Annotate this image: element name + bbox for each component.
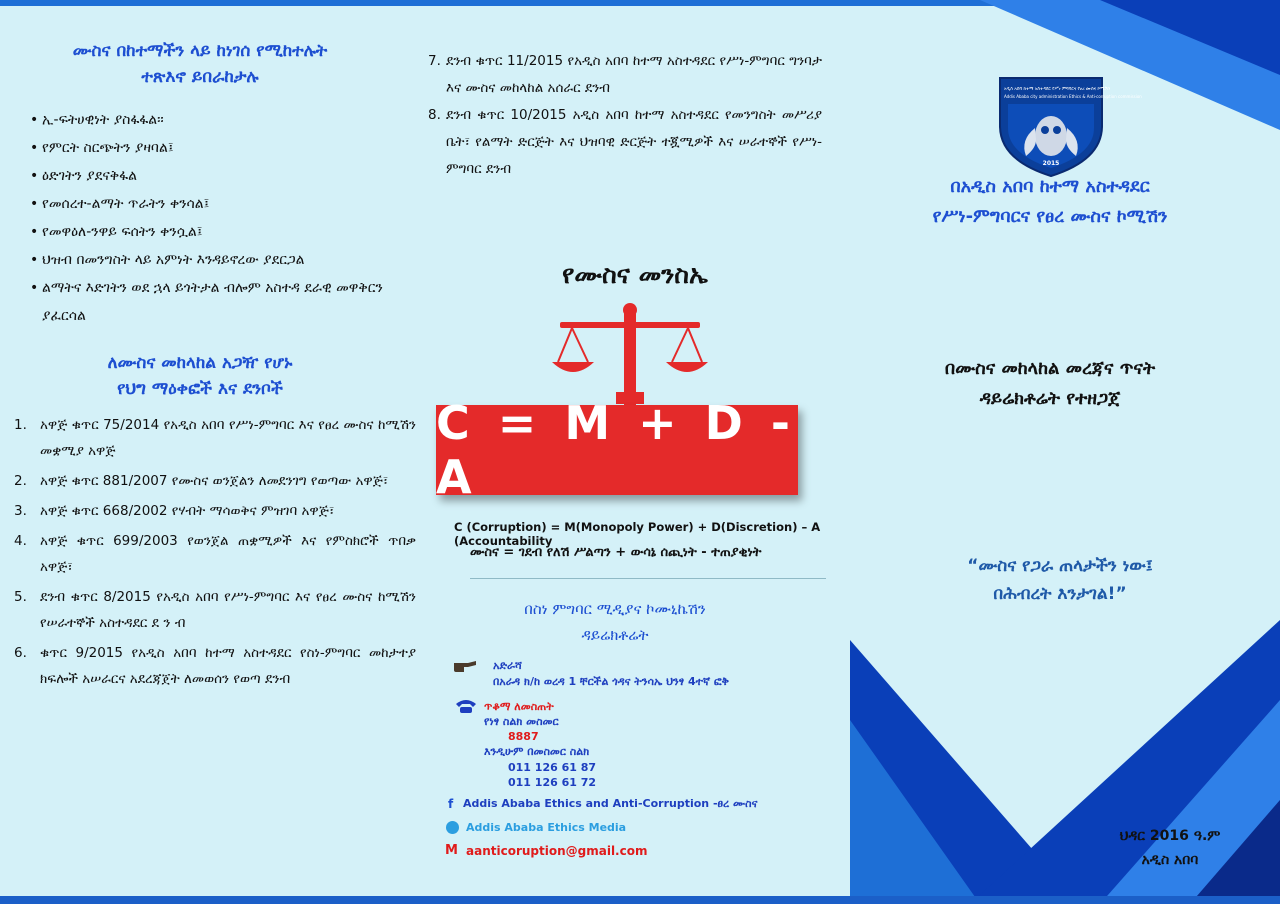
- regulations-list: [428, 48, 822, 183]
- logo-text-english: Addis Ababa city administration Ethics & Anti-corruption commission: [1004, 94, 1142, 99]
- department-name: በስነ ምግባር ሚዲያና ኮሙኒኬሽን ዳይሬክቶሬት: [524, 600, 706, 644]
- address-text: በአራዳ ክ/ከ ወረዳ 1 ቸርችል ጎዳና ትንሳኤ ህንፃ 4ተኛ ፎቅ: [493, 675, 729, 688]
- list-item: 5. ደንብ ቁጥር 8/2015 የአዲስ አበባ የሥነ-ምግባር እና የፀረ ሙስና ከሚሽን የሠራተኞች አስተዳደር ደ ን ብ: [14, 589, 416, 631]
- list-item: • ልማትና እድገትን ወደ ኋላ ይጎትታል ብሎም አስተዳ ደራዊ መዋቅርን ያፈርሳል: [30, 274, 400, 330]
- telegram-icon: [446, 821, 459, 834]
- formula-english: C (Corruption) = M(Monopoly Power) + D(Discretion) – A (Accountability: [454, 520, 821, 548]
- list-item: 6. ቁጥር 9/2015 የአዲስ አበባ ከተማ አስተዳደር የስነ-ምግባር መከታተያ ክፍሎች አሠራርና አደረጃጀት ለመወሰን የወጣ ደንብ: [14, 645, 416, 687]
- pointing-hand-icon: [452, 658, 478, 674]
- landline-label: እንዲሁም በመስመር ስልክ: [484, 745, 590, 758]
- laws-list: [14, 412, 416, 696]
- divider: [470, 578, 826, 579]
- bottom-border: [0, 896, 1280, 904]
- laws-heading: ለሙስና መከላከል አጋዥ የሆኑ የህግ ማዕቀፎች እና ደንቦች: [107, 353, 293, 399]
- list-item: • ዕድገትን ያደናቅፋል: [30, 162, 400, 190]
- hotline-number[interactable]: 8887: [508, 730, 539, 743]
- phone-number[interactable]: 011 126 61 87: [508, 761, 597, 774]
- telegram-link[interactable]: Addis Ababa Ethics Media: [466, 821, 627, 834]
- list-item: • የመዋዕለ-ንዋይ ፍሰትን ቀንሷል፤: [30, 218, 400, 246]
- effects-heading: ሙስና በከተማችን ላይ ከነገሰ የሚከተሉት ተጽእኖ ይበራከታሉ: [72, 41, 328, 87]
- formula-banner: [436, 396, 798, 504]
- logo-year: 2015: [1042, 160, 1060, 167]
- list-item: 2. አዋጅ ቁጥር 881/2007 የሙስና ወንጀልን ለመደንገግ የወጣው አዋጅ፣: [14, 473, 389, 489]
- effects-list: [30, 106, 400, 330]
- email-link[interactable]: aanticoruption@gmail.com: [466, 844, 648, 858]
- list-item: 4. አዋጅ ቁጥር 699/2003 የወንጀል ጠቋሚዎች እና የምስክሮች ጥበቃ አዋጅ፣: [14, 533, 416, 575]
- slogan-quote: “ሙስና የጋራ ጠላታችን ነው፤ በሕብረት እንታገል!”: [967, 556, 1153, 604]
- list-item: • ህዝብ በመንግስት ላይ አምነት እንዳይኖረው ያደርጋል: [30, 246, 400, 274]
- commission-logo: [996, 74, 1142, 178]
- hotline-label: የነፃ ስልክ መስመር: [484, 715, 559, 728]
- address-label: አድራሻ: [493, 659, 522, 672]
- facebook-link[interactable]: Addis Ababa Ethics and Anti-Corruption -ፀረ ሙስና: [463, 797, 758, 810]
- formula-text: C = M + D - A: [436, 396, 796, 504]
- publication-date: ህዳር 2016 ዓ.ም አዲስ አበባ: [1119, 828, 1221, 868]
- tip-label: ጥቆማ ለመስጠት: [484, 700, 554, 713]
- list-item: • የመሰረተ-ልማት ጥራትን ቀንሳል፤: [30, 190, 400, 218]
- email-icon: M: [445, 843, 458, 858]
- facebook-icon: f: [448, 797, 454, 811]
- list-item: • ኢ-ፍትሀዊነት ያስፋፋል፡፡: [30, 106, 400, 134]
- prepared-by: በሙስና መከላከል መረጃና ጥናት ዳይሬክቶሬት የተዘጋጀ: [944, 358, 1156, 409]
- formula-amharic: ሙስና = ገደብ የለሽ ሥልጣን + ውሳኔ ሰጪነት - ተጠያቂነት: [470, 545, 762, 560]
- logo-text: አዲስ አበባ ከተማ አስተዳደር የሥነ ምግባርና የፀረ ሙስና ኮሚሽን: [1004, 87, 1111, 92]
- telephone-icon: [455, 698, 477, 714]
- list-item: 8. ደንብ ቁጥር 10/2015 አዲስ አበባ ከተማ አስተዳደር የመንግስት መሥሪያ ቤት፣ የልማት ድርጅት እና ህዝባዊ ድርጅት ተጇሚዎች እና ሠራተኞች የሥነ- ምግባር ደንብ: [428, 107, 822, 177]
- phone-number[interactable]: 011 126 61 72: [508, 776, 597, 789]
- list-item: • የምርት ስርጭትን ያዛባል፤: [30, 134, 400, 162]
- list-item: 1. አዋጅ ቁጥር 75/2014 የአዲስ አበባ የሥነ-ምግባር እና የፀረ ሙስና ከሚሽን መቋሚያ አዋጅ: [14, 417, 416, 459]
- commission-title: በአዲስ አበባ ከተማ አስተዳደር የሥነ-ምግባርና የፀረ ሙስና ኮሚሽን: [932, 176, 1168, 227]
- list-item: 7. ደንብ ቁጥር 11/2015 የአዲስ አበባ ከተማ አስተዳደር የሥነ-ምግባር ግንባታ እና ሙስና መከላከል አሰራር ደንብ: [428, 53, 822, 96]
- list-item: 3. አዋጅ ቁጥር 668/2002 የሃብት ማሳወቅና ምዝገባ አዋጅ፣: [14, 503, 335, 519]
- causes-title: የሙስና መንስኤ: [562, 260, 708, 289]
- left-panel: [0, 0, 420, 904]
